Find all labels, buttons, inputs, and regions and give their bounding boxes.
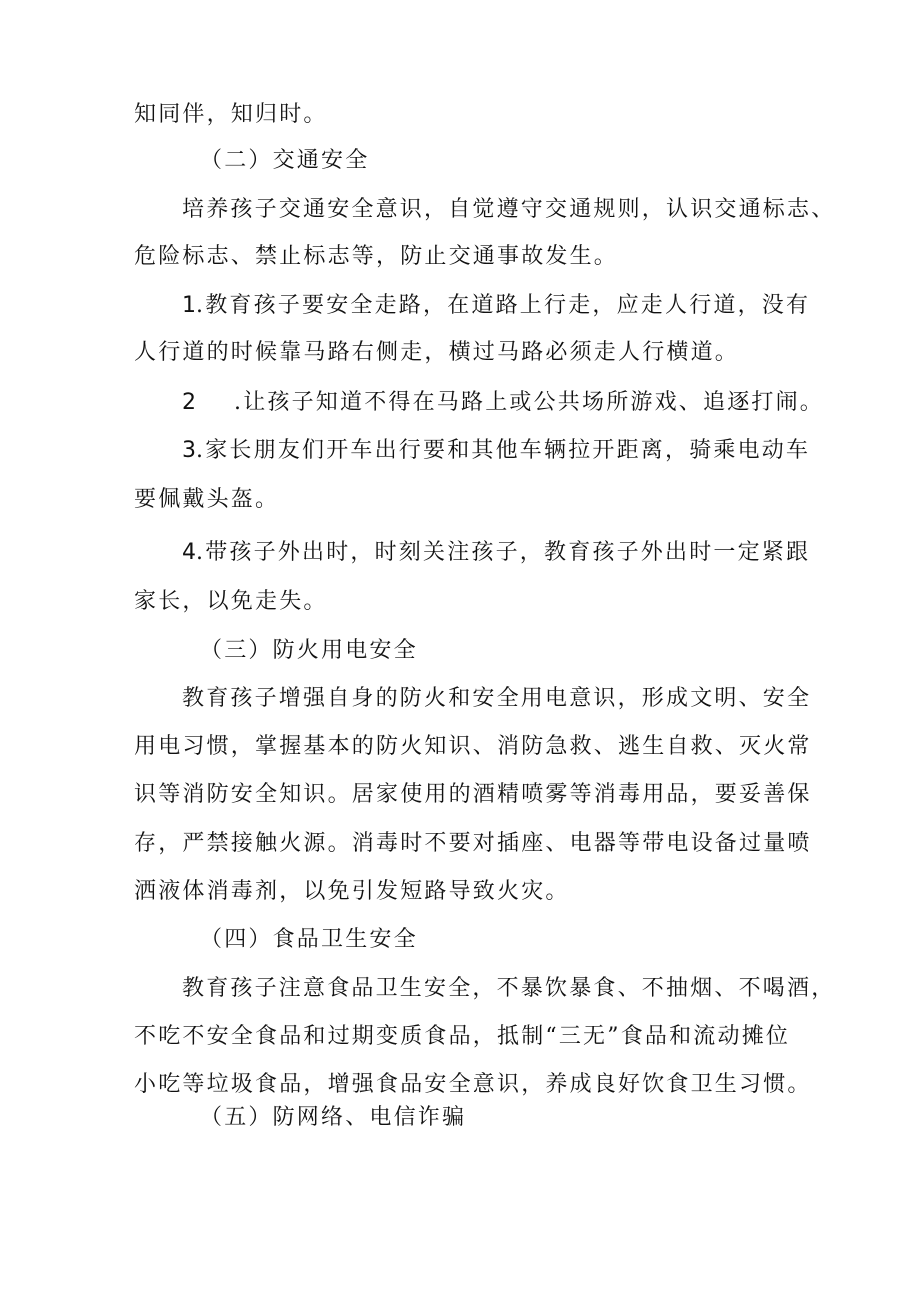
paragraph-line: 人行道的时候靠马路右侧走，横过马路必须走人行横道。: [134, 340, 740, 365]
list-item-text: .家长朋友们开车出行要和其他车辆拉开距离，骑乘电动车: [196, 438, 811, 463]
list-number: 4: [182, 540, 196, 565]
paragraph-line: 识等消防安全知识。居家使用的酒精喷雾等消毒用品，要妥善保: [134, 782, 812, 807]
paragraph-line: 培养孩子交通安全意识，自觉遵守交通规则，认识交通标志、: [182, 197, 836, 222]
paragraph-line: 危险标志、禁止标志等，防止交通事故发生。: [134, 244, 619, 269]
list-number: 2: [182, 390, 196, 415]
paragraph-line: 不吃不安全食品和过期变质食品，抵制“三无”食品和流动摊位: [134, 1024, 791, 1049]
paragraph-line: 要佩戴头盔。: [134, 487, 280, 512]
paragraph-line: 家长，以免走失。: [134, 589, 328, 614]
paragraph-line: 教育孩子注意食品卫生安全，不暴饮暴食、不抽烟、不喝酒，: [182, 976, 836, 1001]
paragraph-line: 洒液体消毒剂，以免引发短路导致火灾。: [134, 879, 570, 904]
list-item-3: [182, 436, 810, 466]
paragraph-line: 教育孩子增强自身的防火和安全用电意识，形成文明、安全: [182, 686, 812, 711]
section-heading-food: （四）食品卫生安全: [200, 927, 418, 952]
list-item-2: [182, 388, 824, 418]
list-item-1: [182, 291, 810, 321]
list-item-4: [182, 538, 810, 568]
paragraph-line: 用电习惯，掌握基本的防火知识、消防急救、逃生自救、灭火常: [134, 734, 812, 759]
section-heading-fire: （三）防火用电安全: [200, 638, 418, 663]
list-item-text: .教育孩子要安全走路，在道路上行走，应走人行道，没有: [196, 293, 811, 318]
list-number: 1: [182, 293, 196, 318]
paragraph-line: 小吃等垃圾食品，增强食品安全意识，养成良好饮食卫生习惯。: [134, 1072, 812, 1097]
paragraph-line: 知同伴，知归时。: [134, 102, 328, 127]
section-heading-traffic: （二）交通安全: [200, 148, 370, 173]
list-number: 3: [182, 438, 196, 463]
paragraph-line: 存，严禁接触火源。消毒时不要对插座、电器等带电设备过量喷: [134, 831, 812, 856]
section-heading-fraud: （五）防网络、电信诈骗: [200, 1105, 467, 1130]
list-item-text: .让孩子知道不得在马路上或公共场所游戏、追逐打闹。: [234, 390, 824, 415]
list-item-text: .带孩子外出时，时刻关注孩子，教育孩子外出时一定紧跟: [196, 540, 811, 565]
